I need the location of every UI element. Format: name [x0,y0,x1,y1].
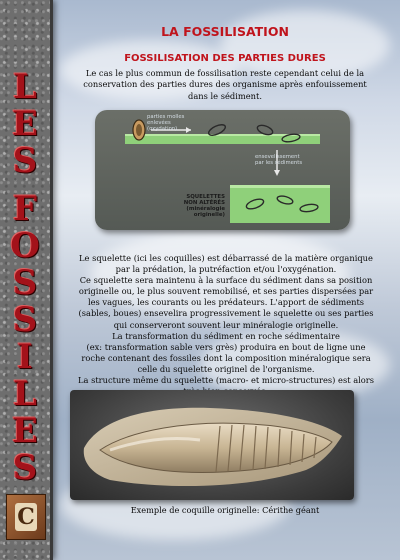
label-line: ensevelissement [255,154,300,160]
intro-paragraph [64,68,386,102]
label-line: parties molles [147,114,185,120]
label-line: SQUELETTES [186,194,225,200]
logo-letter: C [17,504,35,530]
sidebar-letter: E [12,104,38,144]
section-subtitle: FOSSILISATION DES PARTIES DURES [124,53,326,64]
body-line: Ce squelette sera maintenu à la surface du sédiment dans sa position [79,275,373,286]
intro-line: dans le sédiment. [188,90,262,101]
body-line: celle du squelette originel de l'organisme. [137,363,315,374]
page-title: LA FOSSILISATION [161,24,289,39]
body-line: (ex: transformation sable vers grès) produira en bout de ligne une [86,341,366,352]
label-line: par les sédiments [255,160,303,166]
sidebar-letter: E [12,411,38,451]
label-burial [255,154,302,166]
body-line: par la prédation, la putréfaction et/ou l'oxygénation. [115,264,337,275]
intro-line: Le cas le plus commun de fossilisation reste cependant celui de la [85,68,365,78]
sediment-block-top [230,185,330,188]
logo [6,494,46,540]
body-line: originelle ou, le plus souvent remobilisé, et ses parties dispersées par [78,286,374,297]
sidebar-letter: S [12,141,38,181]
soft-parts [136,124,142,136]
label-soft-parts [147,114,184,132]
body-line: les vagues, les courants ou les prédateurs. L'apport de sédiments [87,297,365,308]
cerithe-shell-image [70,390,354,500]
sidebar-letter: I [17,337,33,377]
sidebar-letter: F [12,189,38,229]
body-line: La transformation du sédiment en roche sédimentaire [112,330,340,341]
stone-sidebar [0,0,53,560]
body-line: La structure même du squelette (macro- et micro-structures) est alors [77,375,375,386]
label-line: originelle) [193,212,225,218]
fossil-photo [70,390,354,500]
explanation-paragraph [63,253,389,397]
arrow-down-head [274,170,280,176]
body-line: roche contenant des fossiles dont la composition minéralogique sera [81,352,371,363]
label-line: enlevées [147,120,171,126]
sidebar-letter: S [12,448,38,488]
arrow-head [186,127,191,133]
intro-line: conservation des parties dures des organisme après enfouissement [83,79,367,90]
sidebar-letter: L [13,374,37,414]
label-line: NON ALTÉRÉS [183,200,225,206]
label-line: (oxydation) [147,126,178,132]
label-line: (minéralogie [186,206,225,212]
sidebar-letter: L [13,67,37,107]
body-line: qui conserveront souvent leur minéralogie originelle. [113,319,339,330]
sidebar-letter: S [12,263,38,303]
body-line: (sables, boues) ensevelira progressivement le squelette ou ses parties [78,308,374,319]
photo-caption: Exemple de coquille originelle: Cérithe géant [130,505,320,515]
sidebar-letter: O [10,226,40,266]
fossilisation-diagram [95,110,350,230]
logo-plaque [15,503,37,531]
body-line: Le squelette (ici les coquilles) est débarrassé de la matière organique [79,253,373,263]
sidebar-letter: S [12,300,38,340]
label-skeleton [173,194,225,218]
